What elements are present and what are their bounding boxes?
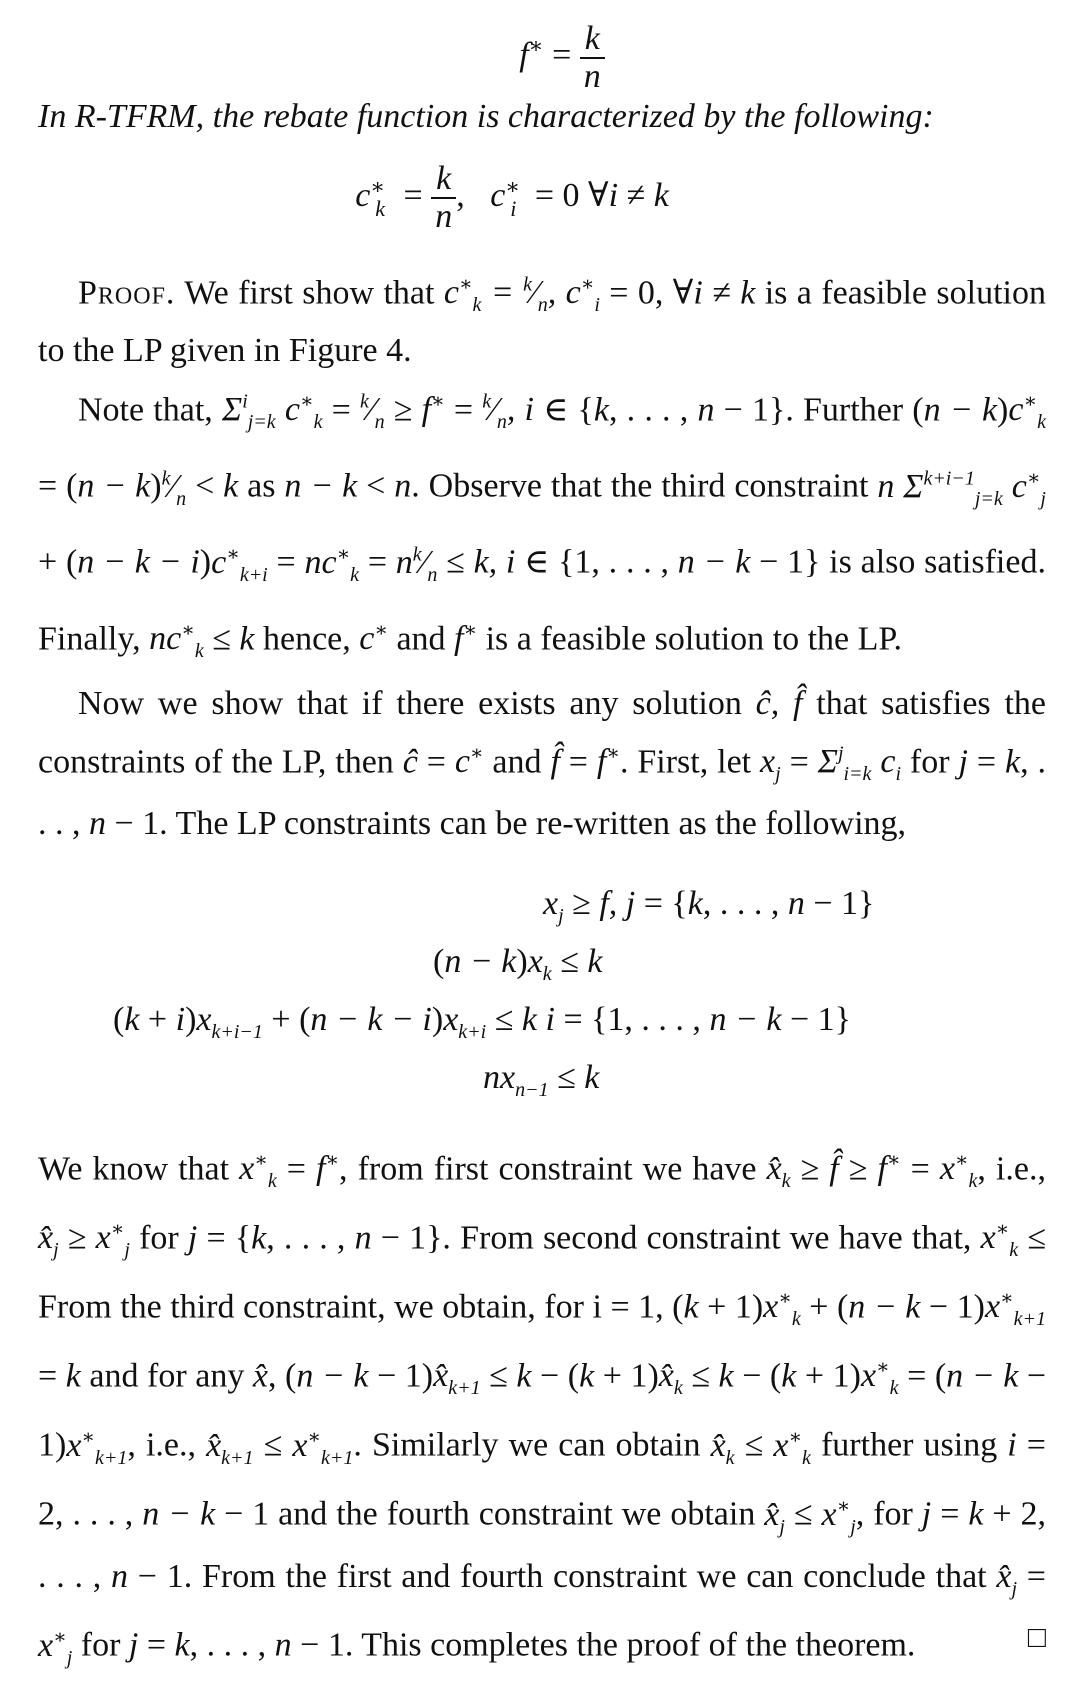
proof-paragraph-3: Now we show that if there exists any solution ĉ, f̂ that satisfies the constraints of the LP, then ĉ = c∗ and f̂ = f∗. First, let $x_j = \Sigma^j_{i=k}$ $c_i$ for j = k, . . . , n − 1. The LP constraints can be re-written as the following, [38,684,1046,842]
fraction-k-over-n: $\frac{k}{n}$ [580,21,605,95]
proof-label: Proof. [78,274,176,312]
proof-paragraph-2: Note that, $\Sigma^i_{j=k}$ $c^∗_k$ = $^k⁄_n \ge f^∗$ = $^k⁄_n$, i ∈ {k, . . . , n − 1}. Further $(n - k)c^∗_k = (n$ − $k)^k⁄_n < k$ as n − k < n. Observe that the third constraint n $\Sigma^{k+i-1}_{j=k}$ $c^∗_j + (n - k - i)c^∗_{k+i} = nc^∗_k$ = $n^k⁄_n \le k$, i ∈ {1, . . . , n − k − 1} is also satisfied. Finally, $nc^∗_k \le k$ hence, c∗ and f∗ is a feasible solution to the LP. [38,391,1046,662]
lp-constraint-4: $nx_{n-1} \le k$ [483,1058,600,1101]
proof-paragraph-1: Proof. We first show that $c^∗_k$ = $^k⁄_n$, $c^∗_i = 0$, ∀i ≠ k is a feasible solution to the LP given in Figure 4. [38,274,1046,370]
lp-constraint-1: $x_j \ge f$, j = {k, . . . , n − 1} [543,884,875,927]
equation-rebate: $c^∗_k$ = $\frac{k}{n}$ , $c^∗_i = 0$ ∀i ≠ k [355,160,669,236]
proof-paragraph-4: We know that $x^∗_k = f^∗$, from first constraint we have $x̂_k$ ≥ f̂ ≥ $f^∗ = x^∗_k$, i.e., $x̂_j \ge x^∗_j$ for j = {k, . . . , n − 1}. From second constraint we have that, $x^∗_k$ ≤ From the third constraint, we obtain, for i = 1, $(k + 1)x^∗_k + (n - k - 1)x^∗_{k+1} = k$ and for any x̂, $(n - k - 1)x̂_{k+1} \le k - (k$ + $1)x̂_k \le k - (k + 1)x^∗_k = (n - k - 1)x^∗_{k+1}$, i.e., $x̂_{k+1} \le x^∗_{k+1}$. Similarly we can obtain $x̂_k \le x^∗_k$ further using i = 2, . . . , n − k − 1 and the fourth constraint we obtain $x̂_j \le x^∗_j$, for j = k + 2, . . . , n − 1. From the first and fourth constraint we can conclude that $x̂_j = x^∗_j$ for j = k, . . . , n − 1. This completes the proof of the theorem. □ [38,1149,1047,1669]
lp-constraints [38,875,1046,1107]
equation-f-star: f∗ = $\frac{k}{n}$ [38,0,1046,92]
lp-constraint-2: $(n - k)x_k \le k$ [433,942,603,985]
page-content [38,0,1046,1682]
lp-constraint-3: $(k + i)x_{k+i-1} + (n - k - i)x_{k+i} \le k$ i = {1, . . . , n − k − 1} [113,1000,851,1043]
qed-symbol: □ [1027,1621,1046,1655]
rtfrm-statement: In R-TFRM, the rebate function is characterized by the following: [38,98,934,135]
